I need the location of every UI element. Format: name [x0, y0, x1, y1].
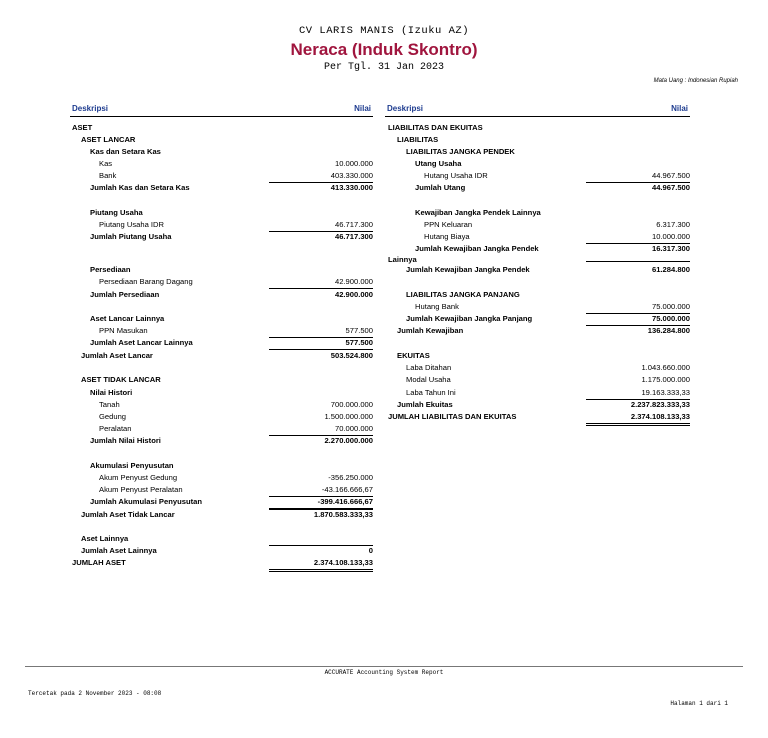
left-row-label: Jumlah Aset Lancar	[81, 351, 153, 360]
left-row-jumlah-aset-tidak-lancar	[81, 509, 373, 521]
left-row-label: Akum Penyust Gedung	[99, 473, 178, 482]
left-row-persediaan-barang-dagang	[99, 276, 373, 288]
right-row-value: 1.175.000.000	[641, 375, 690, 384]
left-row-jumlah-piutang-usaha	[90, 231, 373, 243]
left-row-label: Kas	[99, 159, 113, 168]
right-row-label: LIABILITAS JANGKA PANJANG	[406, 290, 520, 299]
right-row-hutang-usaha-idr	[424, 170, 690, 182]
left-row-jumlah-akumulasi-penyusutan	[90, 496, 373, 508]
left-row-label: Akum Penyust Peralatan	[99, 485, 183, 494]
left-row-label: ASET LANCAR	[81, 135, 136, 144]
left-row-value: 577.500	[269, 337, 373, 350]
left-row-aset-lainnya	[81, 533, 373, 545]
left-row-jumlah-persediaan	[90, 289, 373, 301]
left-row-label: Bank	[99, 171, 117, 180]
left-row-aset-tidak-lancar	[81, 374, 373, 386]
right-row-value: 44.967.500	[586, 170, 690, 183]
left-row-label: PPN Masukan	[99, 326, 148, 335]
right-row-liabilitas-jangka-panjang	[406, 289, 690, 301]
right-row-label: Hutang Usaha IDR	[424, 171, 488, 180]
left-row-peralatan	[99, 423, 373, 435]
right-row-label-wrap: Lainnya	[388, 255, 417, 264]
left-row-jumlah-aset-lainnya	[81, 545, 373, 557]
right-row-label: PPN Keluaran	[424, 220, 473, 229]
right-row-label: Kewajiban Jangka Pendek Lainnya	[415, 208, 541, 217]
page-number: Halaman 1 dari 1	[670, 700, 728, 707]
right-row-value: 75.000.000	[586, 313, 690, 326]
right-row-liabilitas-dan-ekuitas	[388, 122, 690, 134]
right-row-hutang-bank	[415, 301, 690, 313]
right-value-header: Nilai	[671, 104, 688, 113]
right-row-label: Jumlah Kewajiban	[397, 326, 464, 335]
left-row-value: 700.000.000	[330, 400, 373, 409]
right-row-ekuitas	[397, 350, 690, 362]
left-row-jumlah-nilai-histori	[90, 435, 373, 447]
left-row-kas-dan-setara-kas	[90, 146, 373, 158]
right-row-jumlah-kewajiban	[397, 325, 690, 337]
right-row-label: Jumlah Ekuitas	[397, 400, 453, 409]
left-row-label: Akumulasi Penyusutan	[90, 461, 174, 470]
system-label: ACCURATE Accounting System Report	[324, 669, 444, 676]
left-column-header	[70, 104, 373, 117]
right-row-ppn-keluaran	[424, 219, 690, 231]
right-row-value: 2.237.823.333,33	[630, 400, 690, 409]
subtotal-underline	[586, 261, 690, 262]
right-row-label: Utang Usaha	[415, 159, 462, 168]
left-row-label: ASET	[72, 123, 93, 132]
printed-date: Tercetak pada 2 November 2023 - 08:08	[28, 690, 162, 697]
currency-note: Mata Uang : Indonesian Rupiah	[653, 78, 738, 84]
company-name: CV LARIS MANIS (Izuku AZ)	[298, 25, 470, 37]
right-row-jumlah-kewajiban-jangka-pendek	[415, 243, 690, 255]
left-row-jumlah-aset-lancar-lainnya	[90, 337, 373, 349]
right-row-value: 19.163.333,33	[586, 387, 690, 400]
left-row-label: Persediaan Barang Dagang	[99, 277, 193, 286]
right-row-jumlah-liabilitas-dan-ekuitas	[388, 411, 690, 423]
right-row-label: EKUITAS	[397, 351, 430, 360]
right-row-value: 136.284.800	[647, 326, 690, 335]
left-row-nilai-histori	[90, 387, 373, 399]
left-row-value: 70.000.000	[269, 423, 373, 436]
right-row-value: 61.284.800	[651, 265, 690, 274]
left-description-header: Deskripsi	[72, 104, 109, 113]
right-row-hutang-biaya	[424, 231, 690, 243]
right-row-label: Jumlah Utang	[415, 183, 466, 192]
right-row-label: LIABILITAS JANGKA PENDEK	[406, 147, 515, 156]
left-row-value: -399.416.666,67	[269, 496, 373, 509]
right-row-kewajiban-jangka-pendek-lainnya	[415, 207, 690, 219]
right-row-jumlah-utang	[415, 182, 690, 194]
right-row-value: 44.967.500	[651, 183, 690, 192]
right-row-laba-tahun-ini	[406, 387, 690, 399]
left-row-value: 2.374.108.133,33	[269, 557, 373, 572]
right-row-liabilitas	[397, 134, 690, 146]
right-row-label: Jumlah Kewajiban Jangka Pendek	[406, 265, 530, 274]
right-row-value: 2.374.108.133,33	[586, 411, 690, 426]
left-row-aset-lancar-lainnya	[90, 313, 373, 325]
right-row-label: Jumlah Kewajiban Jangka Pendek	[415, 244, 539, 253]
left-row-value: 1.500.000.000	[324, 412, 373, 421]
left-row-label: Aset Lancar Lainnya	[90, 314, 165, 323]
left-row-piutang-usaha	[90, 207, 373, 219]
left-value-header: Nilai	[354, 104, 371, 113]
right-description-header: Deskripsi	[387, 104, 424, 113]
left-row-label: Jumlah Akumulasi Penyusutan	[90, 497, 202, 506]
right-row-jumlah-ekuitas	[397, 399, 690, 411]
left-row-label: Aset Lainnya	[81, 534, 129, 543]
left-row-value: 577.500	[269, 325, 373, 338]
left-row-label: Jumlah Persediaan	[90, 290, 160, 299]
left-row-value: 413.330.000	[330, 183, 373, 192]
left-row-value: 42.900.000	[334, 290, 373, 299]
left-row-label: ASET TIDAK LANCAR	[81, 375, 161, 384]
right-row-jumlah-kewajiban-jangka-pendek	[406, 264, 690, 276]
right-row-liabilitas-jangka-pendek	[406, 146, 690, 158]
left-row-label: Gedung	[99, 412, 127, 421]
left-row-akum-penyust-peralatan	[99, 484, 373, 496]
right-row-value: 16.317.300	[651, 244, 690, 253]
left-row-label: Kas dan Setara Kas	[90, 147, 161, 156]
right-column-header	[385, 104, 690, 117]
total-rule	[269, 509, 373, 510]
left-row-label: Peralatan	[99, 424, 132, 433]
left-row-label: Jumlah Kas dan Setara Kas	[90, 183, 190, 192]
left-row-bank	[99, 170, 373, 182]
left-row-label: Tanah	[99, 400, 120, 409]
left-row-ppn-masukan	[99, 325, 373, 337]
left-row-label: Nilai Histori	[90, 388, 133, 397]
right-row-utang-usaha	[415, 158, 690, 170]
left-row-akum-penyust-gedung	[99, 472, 373, 484]
left-row-label: Jumlah Aset Lancar Lainnya	[90, 338, 193, 347]
left-row-akumulasi-penyusutan	[90, 460, 373, 472]
left-row-gedung	[99, 411, 373, 423]
right-row-label: Laba Ditahan	[406, 363, 452, 372]
right-row-modal-usaha	[406, 374, 690, 386]
left-row-value: 2.270.000.000	[324, 436, 373, 445]
right-row-value: 10.000.000	[586, 231, 690, 244]
left-row-kas	[99, 158, 373, 170]
left-row-label: JUMLAH ASET	[72, 558, 126, 567]
left-row-label: Piutang Usaha IDR	[99, 220, 165, 229]
left-row-value: -43.166.666,67	[269, 484, 373, 497]
right-row-label: Hutang Biaya	[424, 232, 470, 241]
right-row-value: 1.043.660.000	[641, 363, 690, 372]
left-row-label: Jumlah Piutang Usaha	[90, 232, 172, 241]
right-row-label: Hutang Bank	[415, 302, 459, 311]
left-row-value: 403.330.000	[269, 170, 373, 183]
left-row-value: -356.250.000	[328, 473, 373, 482]
left-row-label: Jumlah Nilai Histori	[90, 436, 161, 445]
left-row-aset-lancar	[81, 134, 373, 146]
left-row-value: 0	[368, 546, 373, 555]
left-row-value: 1.870.583.333,33	[313, 510, 373, 519]
left-row-value: 10.000.000	[334, 159, 373, 168]
left-row-label: Jumlah Aset Tidak Lancar	[81, 510, 175, 519]
left-row-jumlah-aset-lancar	[81, 350, 373, 362]
left-row-jumlah-kas-dan-setara-kas	[90, 182, 373, 194]
left-row-label: Jumlah Aset Lainnya	[81, 546, 157, 555]
left-row-jumlah-aset	[72, 557, 373, 569]
right-row-jumlah-kewajiban-jangka-panjang	[406, 313, 690, 325]
right-row-label: LIABILITAS	[397, 135, 439, 144]
right-row-label: LIABILITAS DAN EKUITAS	[388, 123, 483, 132]
right-row-laba-ditahan	[406, 362, 690, 374]
right-row-label: Modal Usaha	[406, 375, 451, 384]
right-row-label: JUMLAH LIABILITAS DAN EKUITAS	[388, 412, 517, 421]
left-row-value: 503.524.800	[330, 351, 373, 360]
left-row-tanah	[99, 399, 373, 411]
left-row-label: Persediaan	[90, 265, 131, 274]
left-row-label: Piutang Usaha	[90, 208, 143, 217]
left-row-persediaan	[90, 264, 373, 276]
left-row-aset	[72, 122, 373, 134]
right-row-value: 6.317.300	[656, 220, 690, 229]
right-row-value: 75.000.000	[586, 301, 690, 314]
right-row-label: Laba Tahun Ini	[406, 388, 456, 397]
right-row-label: Jumlah Kewajiban Jangka Panjang	[406, 314, 533, 323]
report-title: Neraca (Induk Skontro)	[290, 40, 478, 59]
left-row-piutang-usaha-idr	[99, 219, 373, 231]
left-row-value: 42.900.000	[269, 276, 373, 289]
footer-rule	[25, 666, 743, 667]
report-date: Per Tgl. 31 Jan 2023	[323, 62, 445, 73]
left-row-value: 46.717.300	[269, 219, 373, 232]
total-rule	[269, 545, 373, 546]
left-row-value: 46.717.300	[334, 232, 373, 241]
